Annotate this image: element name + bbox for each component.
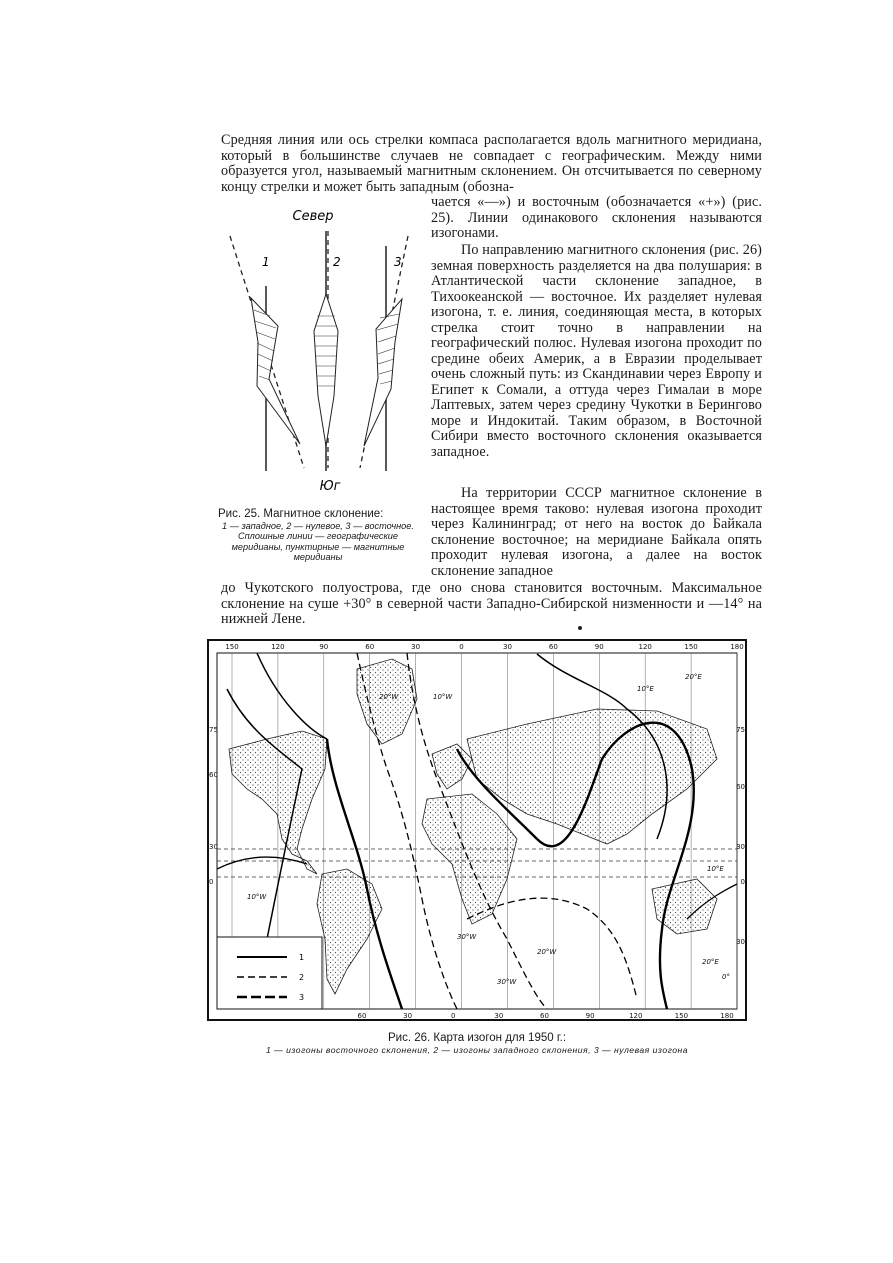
bottom-tick-label: 150: [674, 1012, 689, 1020]
paragraph-3: По направлению магнитного склонения (рис. 26) земная поверхность разделяется на два полушария: в Атлантической части склонение западное, в Тихоокеанской — восточное. Их разделяет нулевая изогона, т. е. линия, соединяющая места, в которых стрелка стоит точно в направлении на географический полюс. Нулевая изогона проходит по средине обеих Америк, а в Евразии проделывает очень сложный путь: из Скандинавии через Европу и Египет к Сомали, а оттуда через Гималаи в море Лаптевых, затем через средину Чукотки в Берингово море и Индокитай. Таким образом, в Восточной Сибири вместо восточного склонения оказывается западное.: [431, 242, 762, 460]
isogon-label: 20°E: [702, 958, 719, 966]
right-tick-label: 60: [736, 783, 745, 791]
figure-25-magnetic-declination: [218, 206, 418, 506]
bottom-tick-label: 120: [629, 1012, 643, 1020]
needle-3: [364, 299, 402, 446]
needle-2: [314, 294, 338, 446]
right-tick-label: 30: [736, 843, 745, 851]
top-tick-label: 0: [459, 643, 464, 651]
left-tick-label: 30: [209, 843, 218, 851]
bottom-tick-label: 60: [540, 1012, 549, 1020]
figure-26-caption-title: Рис. 26. Карта изогон для 1950 г.:: [387, 1032, 567, 1044]
needle-1: [251, 298, 300, 444]
bottom-tick-label: 90: [585, 1012, 595, 1020]
legend-label-2: 2: [299, 973, 305, 982]
figure-26-caption-body: 1 — изогоны восточного склонения, 2 — изогоны западного склонения, 3 — нулевая изогона: [265, 1045, 689, 1055]
bottom-tick-label: 0: [451, 1012, 456, 1020]
isogon-label: 10°E: [637, 685, 654, 693]
figure-26-isogon-map: [207, 639, 747, 1021]
paragraph-2: чается «—») и восточным (обозначается «+») (рис. 25). Линии одинакового склонения называются изогонами.: [431, 194, 762, 241]
right-tick-label: 75: [736, 726, 745, 734]
top-tick-label: 30: [502, 643, 512, 651]
left-tick-label: 60: [209, 771, 218, 779]
top-tick-label: 120: [271, 643, 285, 651]
isogon-label: 10°E: [707, 865, 724, 873]
top-tick-label: 60: [548, 643, 558, 651]
legend-label-1: 1: [299, 953, 305, 962]
figure-25-caption-body: 1 — западное, 2 — нулевое, 3 — восточное. Сплошные линии — географические меридианы, пунктирные — магнитные меридианы: [222, 521, 414, 563]
needle-1-number: 1: [262, 255, 270, 269]
right-tick-label: 30: [736, 938, 745, 946]
top-tick-label: 30: [411, 643, 421, 651]
top-tick-label: 180: [730, 643, 744, 651]
figure-26-caption: [207, 1031, 747, 1056]
isogon-label: 0°: [722, 973, 730, 981]
print-speck: [578, 626, 582, 630]
isogon-label: 10°W: [433, 693, 453, 701]
bottom-tick-label: 30: [403, 1012, 413, 1020]
map-legend: [217, 937, 322, 1009]
bottom-tick-label: 60: [357, 1012, 367, 1020]
left-tick-label: 0: [209, 878, 214, 886]
right-tick-label: 0: [740, 878, 745, 886]
top-tick-label: 90: [319, 643, 329, 651]
top-tick-label: 150: [225, 643, 239, 651]
figure-25-caption-title: Рис. 25. Магнитное склонение:: [218, 508, 384, 520]
needle-2-number: 2: [333, 255, 341, 269]
north-label: Север: [292, 209, 334, 224]
bottom-tick-label: 30: [494, 1012, 504, 1020]
top-tick-label: 120: [638, 643, 652, 651]
isogon-label: 30°W: [497, 978, 517, 986]
top-tick-label: 60: [365, 643, 375, 651]
legend-label-3: 3: [299, 993, 305, 1002]
figure-25-caption: [218, 508, 418, 563]
isogon-label: 10°W: [247, 893, 267, 901]
isogon-label: 30°W: [457, 933, 477, 941]
needle-3-number: 3: [394, 255, 402, 269]
isogon-map-svg: [207, 639, 747, 1021]
bottom-tick-label: 180: [720, 1012, 734, 1020]
isogon-label: 20°W: [379, 693, 399, 701]
isogon-label: 20°W: [537, 948, 557, 956]
paragraph-5: до Чукотского полуострова, где оно снова становится восточным. Максимальное склонение на суше +30° в северной части Западно-Сибирской низменности и —14° на нижней Лене.: [221, 580, 762, 627]
left-tick-label: 75: [209, 726, 218, 734]
top-tick-label: 150: [684, 643, 698, 651]
declination-diagram: [218, 206, 418, 506]
top-tick-label: 90: [594, 643, 604, 651]
paragraph-1: Средняя линия или ось стрелки компаса располагается вдоль магнитного меридиана, который в большинстве случаев не совпадает с географическим. Между ними образуется угол, называемый магнитным склонением. Он отсчитывается по северному концу стрелки и может быть западным (обозна-: [221, 132, 762, 195]
isogon-label: 20°E: [685, 673, 702, 681]
south-label: Юг: [319, 479, 341, 494]
paragraph-4: На территории СССР магнитное склонение в настоящее время таково: нулевая изогона проходит через Калининград; от него на восток до Байкала склонение восточное; на меридиане Байкала опять проходит нулевая изогона, а далее на восток склонение западное: [431, 485, 762, 579]
